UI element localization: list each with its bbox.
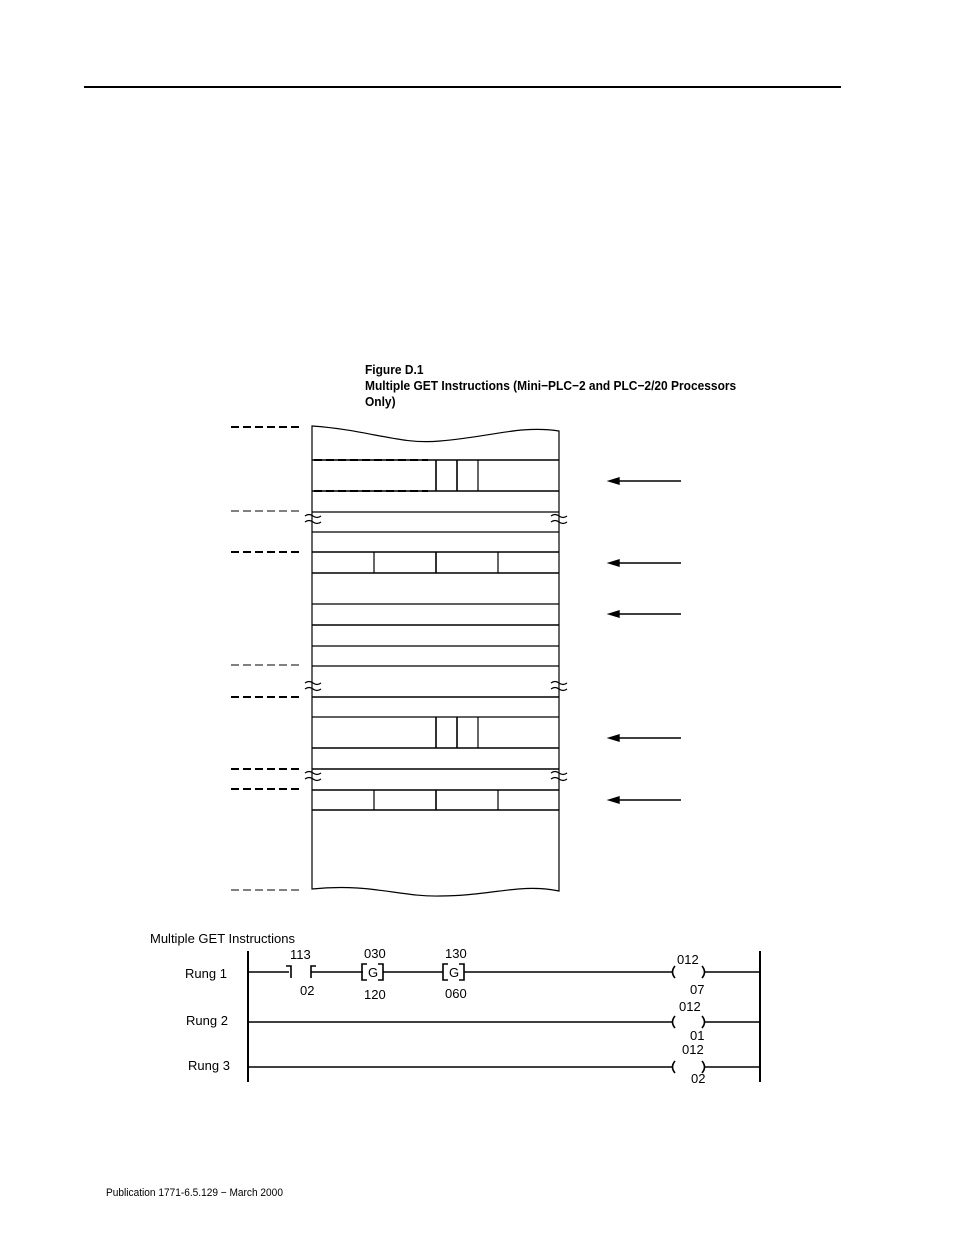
ladder-diagram bbox=[248, 951, 760, 1082]
figure-number: Figure D.1 bbox=[365, 362, 424, 377]
arrow-left-icon bbox=[609, 560, 681, 566]
arrow-left-icon bbox=[609, 797, 681, 803]
coil-bit: 02 bbox=[691, 1071, 706, 1086]
memory-block-outline bbox=[312, 426, 559, 896]
figure-title-line2: Only) bbox=[365, 394, 396, 409]
ladder-text bbox=[150, 931, 705, 1086]
coil-bit: 07 bbox=[690, 982, 705, 997]
coil-address: 012 bbox=[679, 999, 701, 1014]
ladder-heading: Multiple GET Instructions bbox=[150, 931, 295, 946]
output-coil bbox=[673, 1016, 705, 1028]
get-symbol: G bbox=[368, 965, 379, 980]
coil-bit: 01 bbox=[690, 1028, 705, 1043]
rung-label: Rung 2 bbox=[186, 1013, 228, 1028]
arrow-left-icon bbox=[609, 735, 681, 741]
get-value: 120 bbox=[364, 987, 386, 1002]
coil-address: 012 bbox=[677, 952, 699, 967]
publication-footer: Publication 1771-6.5.129 − March 2000 bbox=[106, 1187, 283, 1199]
contact-address: 113 bbox=[290, 947, 311, 962]
arrow-left-icon bbox=[609, 611, 681, 617]
rung-label: Rung 1 bbox=[185, 966, 227, 981]
get-symbol: G bbox=[449, 965, 460, 980]
get-address: 030 bbox=[364, 946, 386, 961]
coil-address: 012 bbox=[682, 1042, 704, 1057]
output-coil bbox=[673, 966, 705, 978]
contact-bit: 02 bbox=[300, 983, 315, 998]
get-value: 060 bbox=[445, 986, 467, 1001]
get-address: 130 bbox=[445, 946, 467, 961]
pointer-arrows bbox=[609, 478, 681, 803]
figure-title-line1: Multiple GET Instructions (Mini−PLC−2 and PLC−2/20 Processors bbox=[365, 378, 737, 393]
rung-label: Rung 3 bbox=[188, 1058, 230, 1073]
arrow-left-icon bbox=[609, 478, 681, 484]
